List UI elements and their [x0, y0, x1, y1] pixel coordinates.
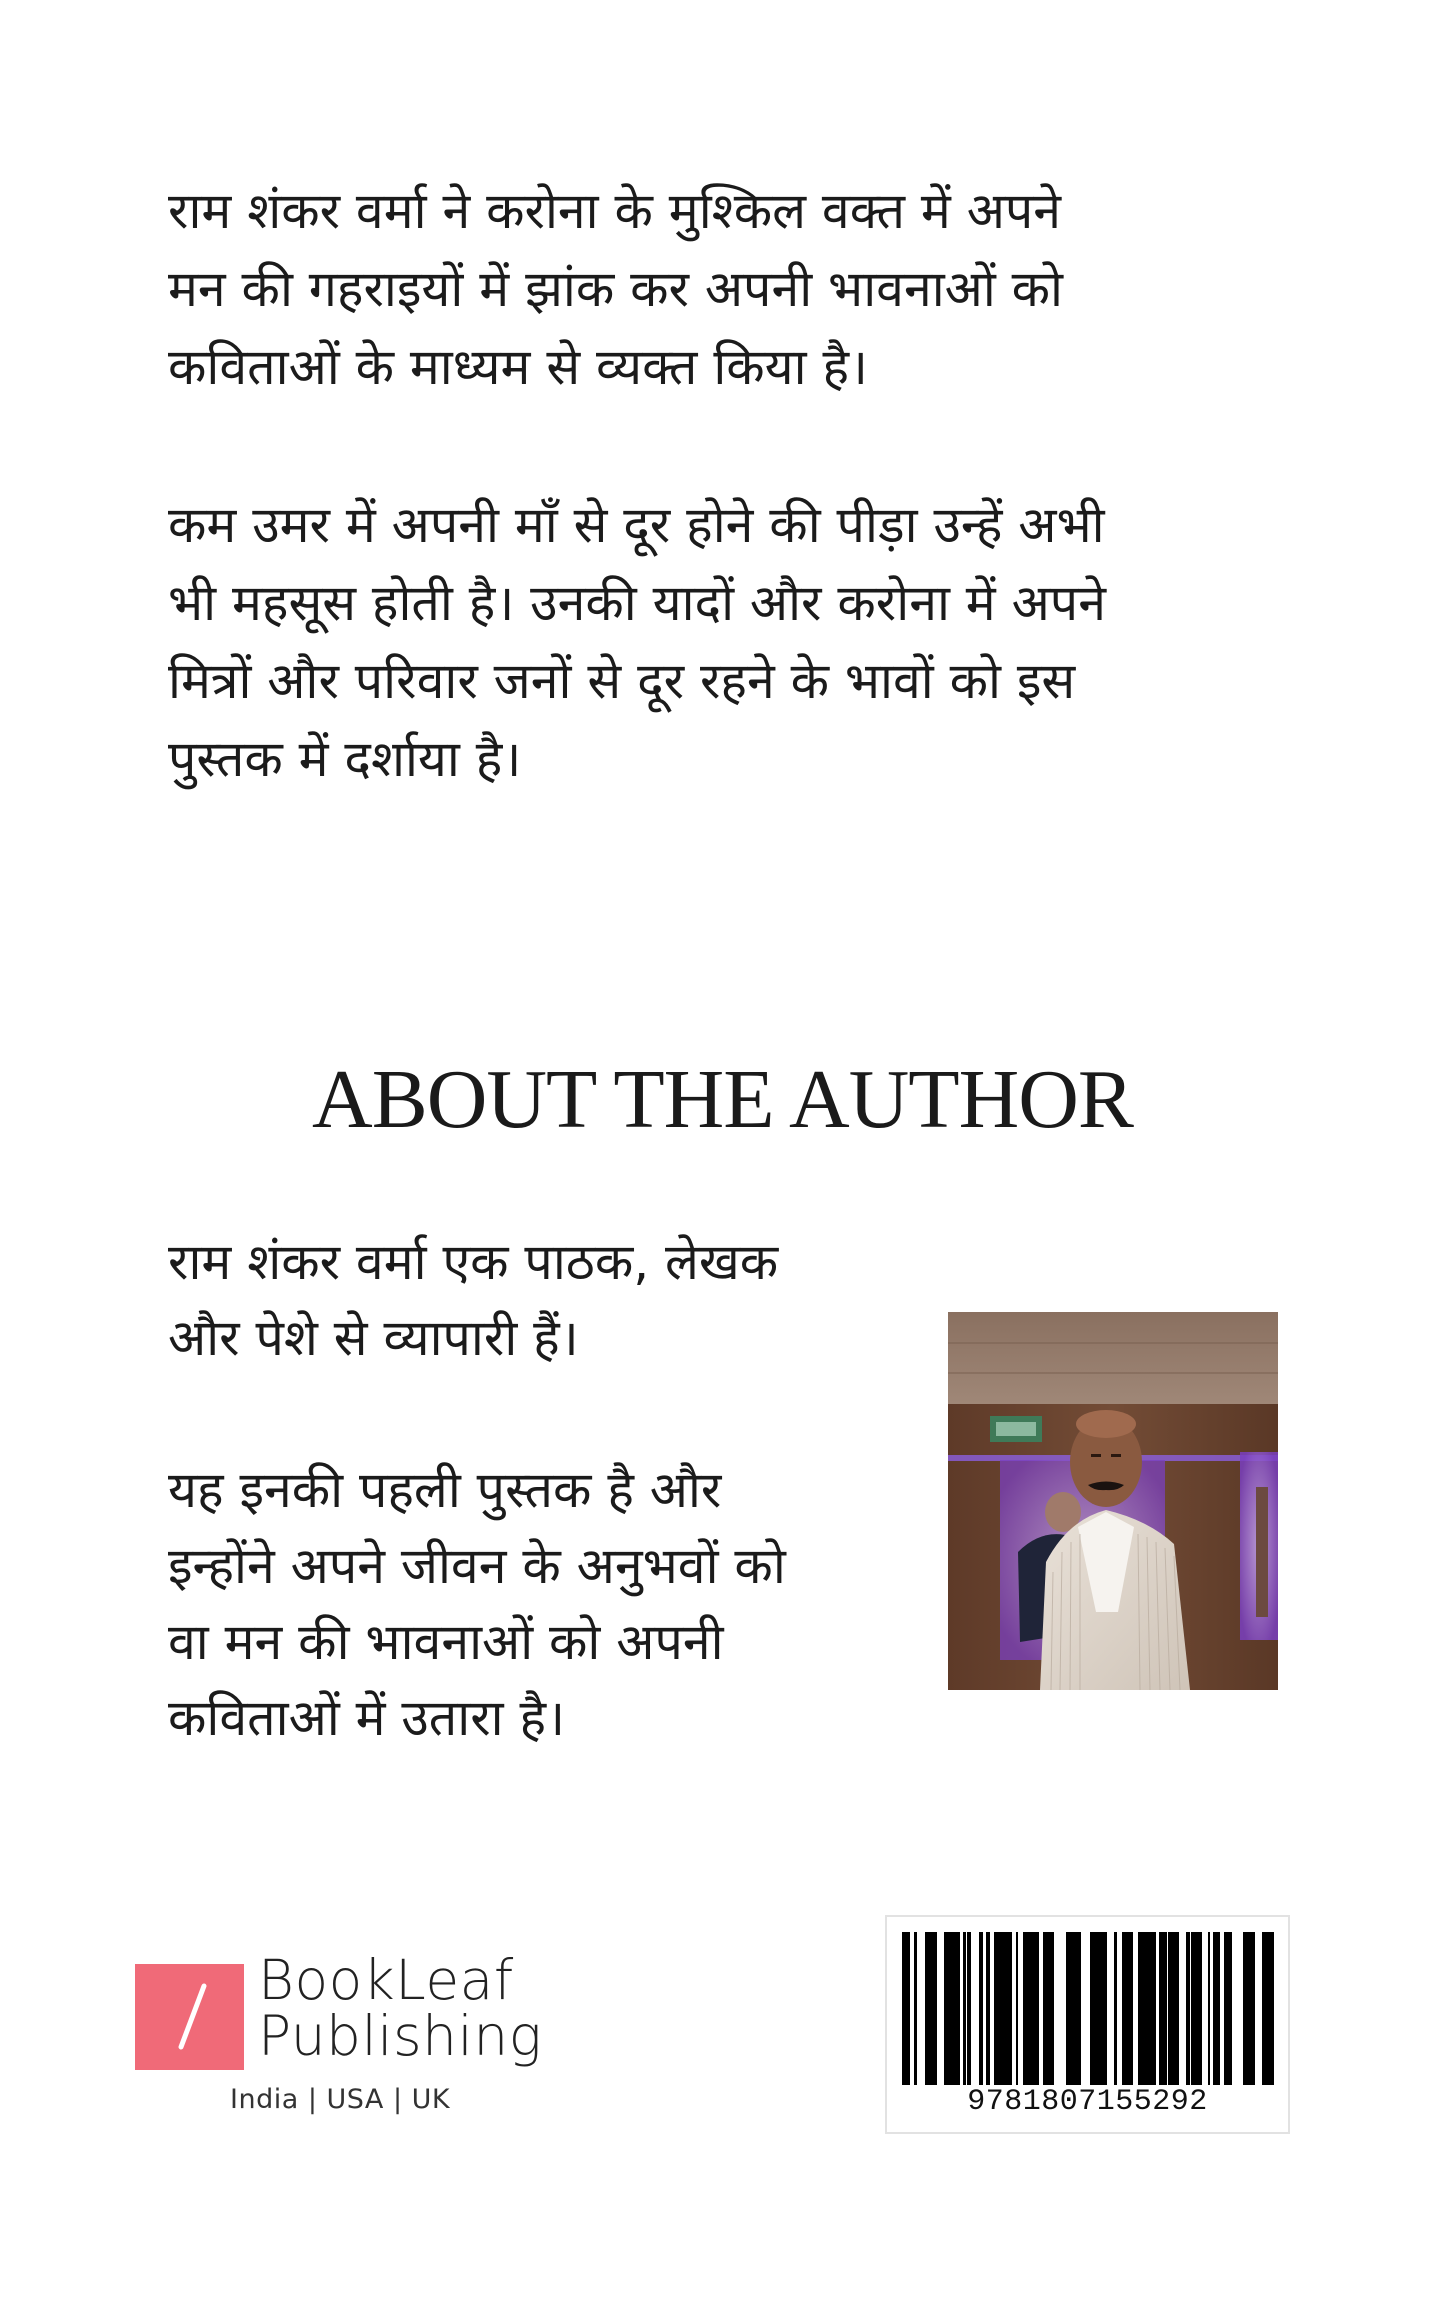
barcode-bars — [902, 1932, 1274, 2085]
text-line: कविताओं के माध्यम से व्यक्त किया है। — [168, 338, 869, 396]
barcode-bar — [1122, 1932, 1134, 2085]
barcode-bar — [1266, 1932, 1274, 2085]
text-line: वा मन की भावनाओं को अपनी — [168, 1613, 724, 1671]
text-line: और पेशे से व्यापारी हैं। — [168, 1309, 579, 1367]
barcode-bar — [1016, 1932, 1019, 2085]
barcode-bar — [963, 1932, 966, 2085]
blurb-paragraph-2 — [168, 486, 1106, 798]
barcode-bar — [902, 1932, 910, 2085]
author-photo — [948, 1312, 1278, 1690]
barcode-bar — [1142, 1932, 1156, 2085]
text-line: राम शंकर वर्मा एक पाठक, लेखक — [168, 1233, 779, 1291]
barcode-bar — [1208, 1932, 1211, 2085]
bookleaf-publishing-logo — [135, 1948, 555, 2144]
publisher-name-line-2: Publishing — [258, 2004, 543, 2068]
text-line: राम शंकर वर्मा ने करोना के मुश्किल वक्त में अपने — [168, 182, 1062, 240]
barcode-bar — [1077, 1932, 1081, 2085]
barcode-bar — [1191, 1932, 1203, 2085]
barcode-bar — [979, 1932, 983, 2085]
text-line: यह इनकी पहली पुस्तक है और — [168, 1461, 722, 1519]
isbn-number: 9781807155292 — [967, 2085, 1208, 2119]
author-portrait-illustration — [948, 1312, 1278, 1690]
barcode-bar — [994, 1932, 1009, 2085]
publisher-name-line-1: BookLeaf — [258, 1948, 514, 2012]
barcode-bar — [1224, 1932, 1232, 2085]
barcode-bar — [1213, 1932, 1221, 2085]
text-line: मन की गहराइयों में झांक कर अपनी भावनाओं को — [168, 260, 1063, 318]
barcode-bar — [1168, 1932, 1180, 2085]
barcode-bar — [1009, 1932, 1012, 2085]
barcode-bar — [1043, 1932, 1051, 2085]
isbn-barcode — [885, 1915, 1290, 2134]
about-paragraph-2 — [168, 1452, 786, 1756]
barcode-bar — [925, 1932, 937, 2085]
logo-mark — [135, 1964, 244, 2070]
blurb-paragraph-1 — [168, 172, 1063, 406]
barcode-bar — [944, 1932, 959, 2085]
barcode-bar — [986, 1932, 990, 2085]
text-line: कविताओं में उतारा है। — [168, 1689, 566, 1747]
barcode-bar — [1243, 1932, 1255, 2085]
about-the-author-heading: ABOUT THE AUTHOR — [312, 1053, 1133, 1146]
about-paragraph-1 — [168, 1224, 778, 1376]
text-line: मित्रों और परिवार जनों से दूर रहने के भावों को इस — [168, 652, 1076, 710]
barcode-bar — [914, 1932, 918, 2085]
publisher-regions: India | USA | UK — [230, 2084, 451, 2115]
barcode-bar — [1114, 1932, 1117, 2085]
barcode-bar — [967, 1932, 971, 2085]
slash-icon — [135, 1964, 244, 2070]
barcode-bar — [1050, 1932, 1054, 2085]
barcode-bar — [1159, 1932, 1167, 2085]
text-line: इन्होंने अपने जीवन के अनुभवों को — [168, 1537, 786, 1595]
text-line: भी महसूस होती है। उनकी यादों और करोना में अपने — [168, 574, 1106, 632]
barcode-bar — [1186, 1932, 1190, 2085]
text-line: पुस्तक में दर्शाया है। — [168, 730, 522, 788]
text-line: कम उमर में अपनी माँ से दूर होने की पीड़ा उन्हें अभी — [168, 496, 1105, 554]
barcode-bar — [1066, 1932, 1078, 2085]
barcode-bar — [1099, 1932, 1107, 2085]
barcode-bar — [1034, 1932, 1038, 2085]
